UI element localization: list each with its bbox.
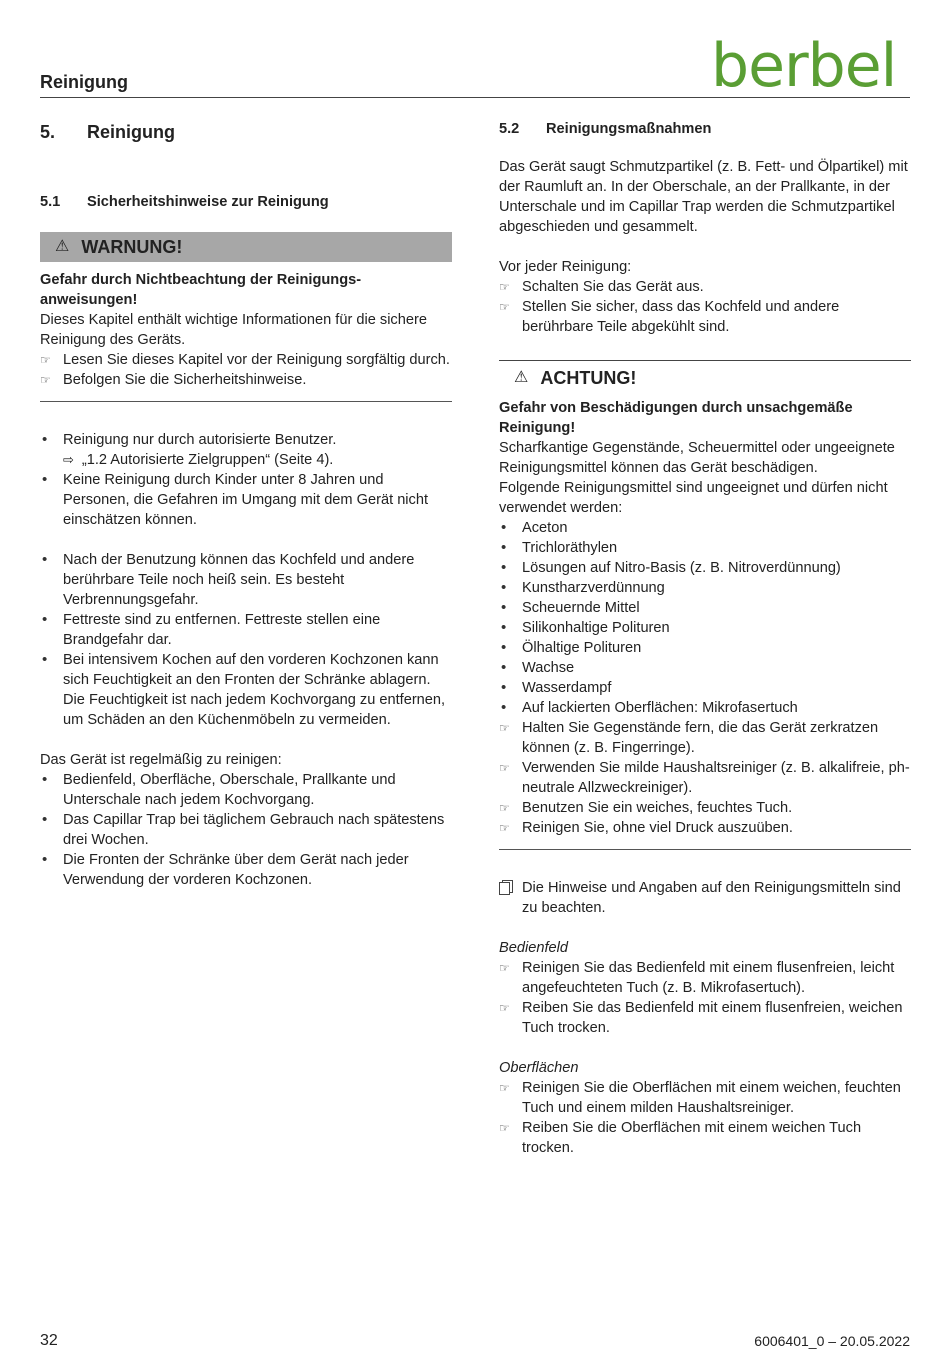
surfaces-subheading: Oberflächen [499, 1060, 579, 1076]
pointing-hand-icon: ☞ [499, 1121, 510, 1135]
bullet-icon: • [501, 699, 507, 716]
page-number: 32 [40, 1332, 58, 1349]
list-item: • Wasserdampf [501, 679, 612, 696]
bullet-icon: • [501, 659, 507, 676]
before-cleaning-intro: Vor jeder Reinigung: [499, 259, 632, 275]
berbel-logo [711, 30, 913, 94]
list-item: • Bedienfeld, Oberfläche, Oberschale, Prallkante und Unterschale nach jedem Kochvorgang. [42, 771, 396, 808]
pointing-hand-icon: ☞ [40, 353, 51, 367]
warning-heading: Gefahr durch Nichtbeachtung der Reinigungs- anweisungen! [40, 272, 362, 308]
pointing-hand-icon: ☞ [499, 801, 510, 815]
caution-bottom-rule [499, 849, 911, 850]
list-item: • Scheuernde Mittel [501, 599, 640, 616]
regular-cleaning-intro: Das Gerät ist regelmäßig zu reinigen: [40, 752, 282, 768]
list-item: • Das Capillar Trap bei täglichem Gebrauch nach spätestens drei Wochen. [42, 811, 445, 848]
pointing-hand-icon: ☞ [499, 280, 510, 294]
action-item: ☞ Verwenden Sie milde Haushaltsreiniger (z. B. alkalifreie, ph-neutrale Allzweckreiniger). [499, 760, 910, 796]
bullet-icon: • [501, 559, 507, 576]
pointing-hand-icon: ☞ [499, 761, 510, 775]
unsuitable-agents-list [499, 518, 911, 718]
list-item: • Wachse [501, 659, 575, 676]
panel-actions [499, 958, 911, 1038]
action-item: ☞ Schalten Sie das Gerät aus. [499, 279, 704, 295]
list-item: • Kunstharzverdünnung [501, 579, 665, 596]
caution-label: ACHTUNG! [540, 368, 637, 388]
action-item: ☞ Halten Sie Gegenstände fern, die das Gerät zerkratzen können (z. B. Fingerringe). [499, 720, 879, 756]
note [499, 878, 911, 918]
section-title: Reinigungsmaßnahmen [546, 121, 712, 137]
action-item: ☞ Lesen Sie dieses Kapitel vor der Reinigung sorgfältig durch. [40, 352, 450, 368]
bullet-icon: • [42, 471, 48, 488]
warning-banner [40, 232, 452, 262]
list-item: • Nach der Benutzung können das Kochfeld und andere berührbare Teile noch heiß sein. Es besteht Verbrennungsgefahr. [42, 551, 415, 608]
bullet-icon: • [42, 611, 48, 628]
note-document-icon [499, 880, 513, 895]
warning-actions [40, 350, 452, 390]
regular-cleaning-list [40, 770, 452, 890]
right-column [499, 115, 911, 1158]
note-text: Die Hinweise und Angaben auf den Reinigungsmitteln sind zu beachten. [522, 880, 901, 916]
bullet-icon: • [42, 431, 48, 448]
chapter-number: 5. [40, 122, 56, 142]
bullet-icon: • [501, 519, 507, 536]
list-item: • Bei intensivem Kochen auf den vorderen Kochzonen kann sich Feuchtigkeit an den Fronten der Schränke ablagern. Die Feuchtigkeit ist nach jedem Kochvorgang zu entfernen, um Schäden an den Küchenmöbeln zu vermeiden. [42, 651, 446, 728]
pointing-hand-icon: ☞ [40, 373, 51, 387]
action-item: ☞ Reiben Sie die Oberflächen mit einem weichen Tuch trocken. [499, 1120, 862, 1156]
action-item: ☞ Benutzen Sie ein weiches, feuchtes Tuch. [499, 800, 793, 816]
pointing-hand-icon: ☞ [499, 721, 510, 735]
safety-list-2 [40, 550, 452, 730]
list-item: • Lösungen auf Nitro-Basis (z. B. Nitroverdünnung) [501, 559, 841, 576]
action-item: ☞ Stellen Sie sicher, dass das Kochfeld und andere berührbare Teile abgekühlt sind. [499, 299, 840, 335]
action-item: ☞ Reinigen Sie das Bedienfeld mit einem flusenfreien, leicht angefeuchteten Tuch (z. B. Mikrofasertuch). [499, 960, 895, 996]
cross-reference-text: „1.2 Autorisierte Zielgruppen“ (Seite 4). [81, 452, 334, 468]
header-rule [40, 97, 910, 98]
chapter-heading [40, 118, 452, 146]
bullet-icon: • [501, 539, 507, 556]
bullet-icon: • [501, 639, 507, 656]
bullet-icon: • [501, 579, 507, 596]
document-id: 6006401_0 – 20.05.2022 [754, 1333, 910, 1349]
caution-heading: Gefahr von Beschädigungen durch unsachgemäße Reinigung! [499, 400, 853, 436]
action-item: ☞ Reiben Sie das Bedienfeld mit einem flusenfreien, weichen Tuch trocken. [499, 1000, 903, 1036]
section-5-1-heading [40, 192, 452, 212]
warning-label: WARNUNG! [81, 237, 183, 257]
arrow-right-icon: ⇨ [63, 452, 74, 467]
chapter-title: Reinigung [87, 122, 175, 142]
bullet-icon: • [42, 551, 48, 568]
warning-bottom-rule [40, 401, 452, 402]
section-number: 5.1 [40, 194, 61, 210]
action-item: ☞ Befolgen Sie die Sicherheitshinweise. [40, 372, 307, 388]
bullet-icon: • [501, 679, 507, 696]
list-item: • Auf lackierten Oberflächen: Mikrofasertuch [501, 699, 798, 716]
bullet-icon: • [42, 851, 48, 868]
left-column [40, 115, 452, 890]
list-item: • Keine Reinigung durch Kinder unter 8 Jahren und Personen, die Gefahren im Umgang mit dem Gerät nicht einschätzen können. [42, 471, 429, 528]
pointing-hand-icon: ☞ [499, 821, 510, 835]
pointing-hand-icon: ☞ [499, 1001, 510, 1015]
action-item: ☞ Reinigen Sie, ohne viel Druck auszuüben. [499, 820, 793, 836]
list-item: • Trichloräthylen [501, 539, 618, 556]
caution-text-2: Folgende Reinigungsmittel sind ungeeignet und dürfen nicht verwendet werden: [499, 480, 888, 516]
list-item: • Fettreste sind zu entfernen. Fettreste stellen eine Brandgefahr dar. [42, 611, 381, 648]
safety-list-1b [40, 470, 452, 530]
logo-text: berbel [711, 31, 897, 94]
action-item: ☞ Reinigen Sie die Oberflächen mit einem weichen, feuchten Tuch und einem milden Haushaltsreiniger. [499, 1080, 901, 1116]
bullet-icon: • [42, 811, 48, 828]
bullet-icon: • [42, 651, 48, 668]
list-item: • Ölhaltige Polituren [501, 639, 642, 656]
warning-triangle-icon: ⚠ [55, 238, 70, 255]
list-item: • Aceton [501, 519, 568, 536]
panel-subheading: Bedienfeld [499, 940, 568, 956]
section-number: 5.2 [499, 121, 520, 137]
header-title: Reinigung [40, 72, 128, 92]
pointing-hand-icon: ☞ [499, 961, 510, 975]
pointing-hand-icon: ☞ [499, 300, 510, 314]
section-intro: Das Gerät saugt Schmutzpartikel (z. B. Fett- und Ölpartikel) mit der Raumluft an. In der Oberschale, an der Prallkante, in der Unterschale und im Capillar Trap werden die Schmutzpartikel abgeschieden und gesammelt. [499, 159, 908, 235]
caution-text-1: Scharfkantige Gegenstände, Scheuermittel oder ungeeignete Reinigungsmittel können das Gerät beschädigen. [499, 440, 895, 476]
safety-list-1 [40, 430, 452, 450]
caution-banner [499, 361, 911, 395]
warning-triangle-icon: ⚠ [514, 369, 529, 386]
list-item: • Reinigung nur durch autorisierte Benutzer. [42, 431, 337, 448]
list-item: • Silikonhaltige Polituren [501, 619, 670, 636]
caution-actions [499, 718, 911, 838]
surfaces-actions [499, 1078, 911, 1158]
section-5-2-heading [499, 119, 911, 139]
before-cleaning-actions [499, 277, 911, 337]
warning-text: Dieses Kapitel enthält wichtige Informationen für die sichere Reinigung des Geräts. [40, 312, 427, 348]
bullet-icon: • [501, 599, 507, 616]
bullet-icon: • [42, 771, 48, 788]
cross-reference[interactable] [40, 450, 452, 470]
section-title: Sicherheitshinweise zur Reinigung [87, 194, 329, 210]
bullet-icon: • [501, 619, 507, 636]
pointing-hand-icon: ☞ [499, 1081, 510, 1095]
list-item: • Die Fronten der Schränke über dem Gerät nach jeder Verwendung der vorderen Kochzonen. [42, 851, 409, 888]
